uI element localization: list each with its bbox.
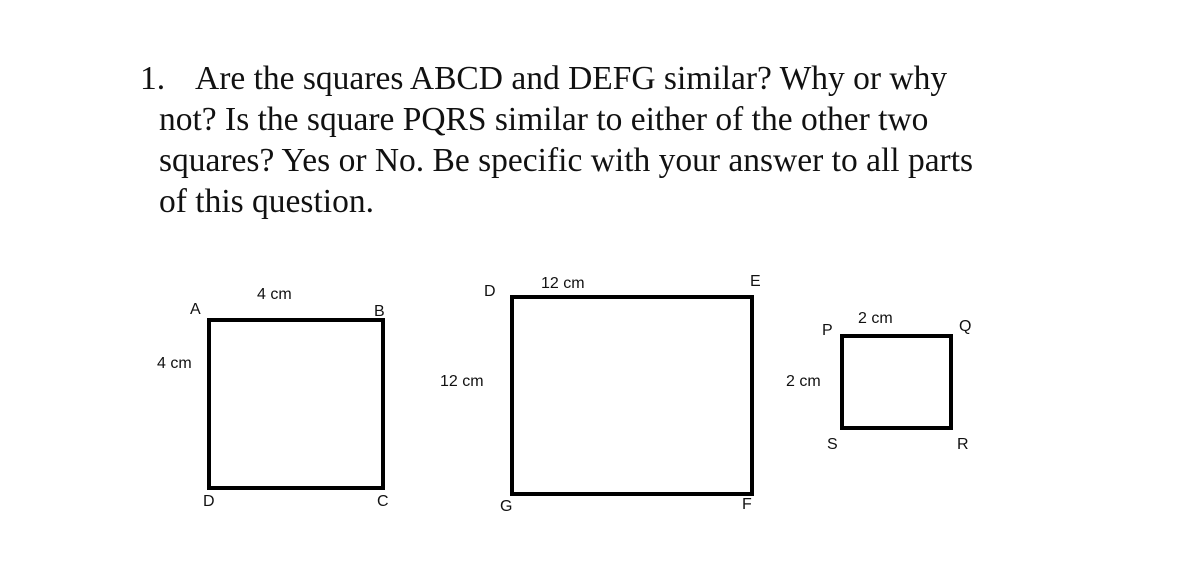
abcd-side-length-label: 4 cm (157, 355, 192, 372)
pqrs-top-length-label: 2 cm (858, 310, 893, 327)
question-line-2: not? Is the square PQRS similar to either of the other two (159, 101, 929, 138)
vertex-c-label: C (377, 493, 389, 510)
question-text (140, 58, 1060, 222)
question-line-3: squares? Yes or No. Be specific with your answer to all parts (159, 142, 974, 179)
vertex-g-label: G (500, 498, 513, 515)
square-abcd (207, 318, 385, 490)
vertex-b-label: B (374, 303, 385, 320)
question-line-1: 1. Are the squares ABCD and DEFG similar? Why or why (140, 60, 948, 97)
vertex-d2-label: D (484, 283, 496, 300)
abcd-top-length-label: 4 cm (257, 286, 292, 303)
vertex-a-label: A (190, 301, 201, 318)
pqrs-side-length-label: 2 cm (786, 373, 821, 390)
defg-top-length-label: 12 cm (541, 275, 585, 292)
vertex-s-label: S (827, 436, 838, 453)
vertex-e-label: E (750, 273, 761, 290)
vertex-q-label: Q (959, 318, 972, 335)
square-pqrs (840, 334, 953, 430)
vertex-r-label: R (957, 436, 969, 453)
defg-side-length-label: 12 cm (440, 373, 484, 390)
vertex-p-label: P (822, 322, 833, 339)
square-defg (510, 295, 754, 496)
vertex-d-label: D (203, 493, 215, 510)
vertex-f-label: F (742, 496, 752, 513)
question-line-4: of this question. (159, 183, 374, 220)
question-number: 1. (140, 60, 166, 97)
